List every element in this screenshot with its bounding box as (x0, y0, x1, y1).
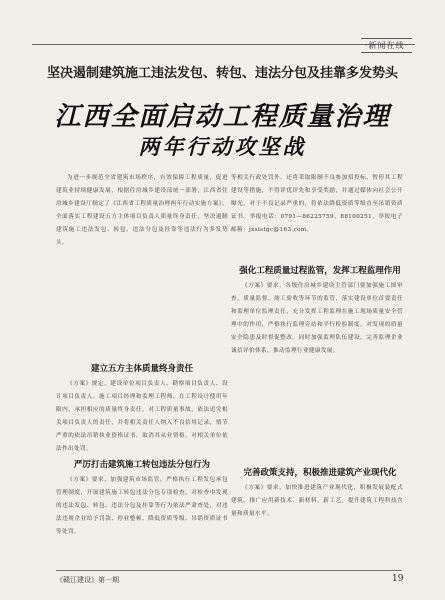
article-subtitle: 坚决遏制建筑施工违法发包、转包、违法分包及挂靠多发势头 (46, 66, 398, 81)
section1-body (56, 378, 228, 470)
section2-body (56, 474, 228, 566)
intro-text: 为进一步规范全省建筑市场秩序，有效保障工程质量，促进建筑业持续健康发展，根据住房城乡建设部统一部署，江西省住房城乡建设厅制定了《江西省工程质量治理两年行动实施方案》，全面落实工程建设五方主体项目负责人质量终身责任，坚决遏制建筑施工违法发包、转包、违法分包及挂靠等违法行为多发势头。 (56, 175, 228, 246)
top-rule (32, 44, 415, 45)
section3-body (231, 280, 403, 455)
footer-rule (56, 570, 402, 571)
article-title-line2: 两年行动攻坚战 (138, 134, 307, 159)
right-top-text: 等相关行政处罚外，还将采取限制不良参加招投标、暂停其工程建设等措施，不得评优评先和享受奖励，并通过媒体向社会公开曝光。对于不良记录严重的，将依法降低资质等级直至吊销资质证书。举报电话：0791—86225759、88100251，举报电子邮箱：jxslstgc@163.com。 (231, 175, 403, 233)
intro-paragraph (56, 172, 228, 350)
section1-heading: 建立五方主体质量终身责任 (90, 364, 193, 374)
section-tag: ·新闻在线· (361, 38, 412, 53)
section2-heading: 严厉打击建筑施工转包违法分包行为 (73, 460, 210, 470)
section2-text: 《方案》要求，加强建筑市场监管，严格执行工程发包承包管理制度，开展建筑施工转包违法分包专项检查，对检查中发现的违法发包、转包、违法分包及挂靠等行为依法严肃查处，对违法违规企业给予罚款、停业整顿、降低资质等级、吊销资质证书等处罚。 (56, 477, 228, 535)
footer-journal-name: 《赣江建设》第一期 (56, 576, 119, 584)
section1-text: 《方案》规定，建设单位项目负责人、勘察项目负责人、设计项目负责人、施工项目经理和监理工程师，在工程设计使用年限内，承担相应的质量终身责任。对工程质量事故，依法追究相关项目负责人的责任，并将相关责任人纳入不良信用记录，情节严重的依法吊销执业资格证书，取消其从业资格，对相关单位依法作出处罚。 (56, 381, 228, 452)
section4-heading: 完善政策支持，积极推进建筑产业现代化 (243, 468, 397, 478)
section4-text: 《方案》要求，加快推进建筑产业现代化，积极发展装配式建筑，推广应用新技术、新材料、新工艺，提升建筑工程科技含量和质量水平。 (231, 485, 403, 517)
right-top-paragraph (231, 172, 403, 252)
section4-body (231, 482, 403, 566)
section3-text: 《方案》要求，各级住房城乡建设主管部门要加强施工图审查、质量监督、竣工验收等环节的监管，落实建设单位首要责任和监理单位监理责任，充分发挥工程监理在施工现场质量安全管理中的作用，严格执行监理旁站和平行检验制度，对发现的质量安全隐患及时督促整改。同时加强监理队伍建设，完善监理企业诚信评价体系，推动监理行业健康发展。 (231, 283, 403, 354)
section3-heading: 强化工程质量过程监管，发挥工程监理作用 (239, 266, 401, 276)
article-title-line1: 江西全面启动工程质量治理 (54, 102, 391, 132)
page-number: 19 (392, 574, 404, 584)
